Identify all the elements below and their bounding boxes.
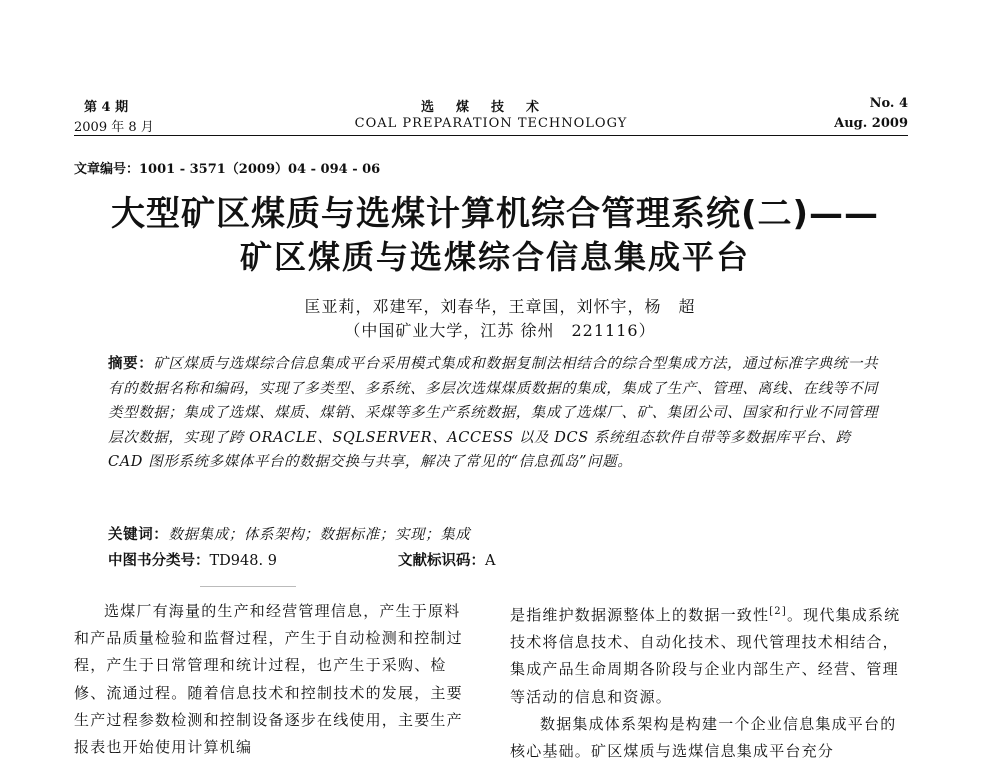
clc-label: 中图书分类号： [108,552,210,569]
issue-number: 第 4 期 [84,100,129,115]
issue-date-en: Aug. 2009 [834,116,908,131]
running-header-bottom [74,116,908,134]
keywords-label: 关键词： [108,526,169,543]
issue-number-en: No. 4 [869,96,908,111]
body-column-right [510,598,912,765]
body-text: 是指维护数据源整体上的数据一致性 [510,606,770,624]
document-code [398,549,495,570]
abstract-label: 摘要： [108,355,154,372]
doc-code-value: A [485,553,496,569]
abstract-text: 矿区煤质与选煤综合信息集成平台采用模式集成和数据复制法相结合的综合型集成方法，通过标准字典统一共有的数据名称和编码，实现了多类型、多系统、多层次选煤煤质数据的集成，集成了生产、管理、离线、在线等不同类型数据；集成了选煤、煤质、煤销、采煤等多生产系统数据，集成了选煤厂、矿、集团公司、国家和行业不同管理层次数据，实现了跨 ORACLE、SQLSERVER、ACCESS 以及 DCS 系统组态软件自带等多数据库平台、跨 CAD 图形系统多媒体平台的数据交换与共享，解决了常见的“信息孤岛”问题。 [108,356,879,471]
affiliation: （中国矿业大学，江苏 徐州 221116） [344,321,656,340]
keywords [108,523,470,544]
abstract [108,352,884,475]
title-line-2: 矿区煤质与选煤综合信息集成平台 [239,238,750,276]
header-rule [74,135,908,136]
title-line-1: 大型矿区煤质与选煤计算机综合管理系统(二)—— [110,194,880,234]
body-paragraph: 数据集成体系架构是构建一个企业信息集成平台的核心基础。矿区煤质与选煤信息集成平台充分 [510,714,897,761]
article-number: 文章编号：1001 - 3571（2009）04 - 094 - 06 [74,162,381,177]
journal-title-cn: 选煤技术 [420,100,561,115]
citation-ref: [2] [769,606,787,617]
authors: 匡亚莉，邓建军，刘春华，王章国，刘怀宇，杨 超 [304,297,696,316]
body-paragraph: 选煤厂有海量的生产和经营管理信息，产生于原料和产品质量检验和监督过程，产生于自动检测和控制过程，产生于日常管理和统计过程，也产生于采购、检修、流通过程。随着信息技术和控制技术的发展，主要生产过程参数检测和控制设备逐步在线使用，主要生产报表也开始使用计算机编 [74,602,463,757]
running-header-top [74,96,908,114]
body-column-left [74,598,474,761]
journal-title-en: COAL PREPARATION TECHNOLOGY [354,116,628,131]
section-divider [200,586,296,587]
classification-line [108,549,668,570]
clc-value: TD948. 9 [209,553,277,569]
keywords-text: 数据集成；体系架构；数据标准；实现；集成 [168,527,471,543]
body-text: 。现代集成系统技术将信息技术、自动化技术、现代管理技术相结合，集成产品生命周期各阶段与企业内部生产、经营、管理等活动的信息和资源。 [510,606,901,706]
doc-code-label: 文献标识码： [398,552,485,569]
issue-date: 2009 年 8 月 [74,120,154,135]
body-paragraph [510,598,912,711]
